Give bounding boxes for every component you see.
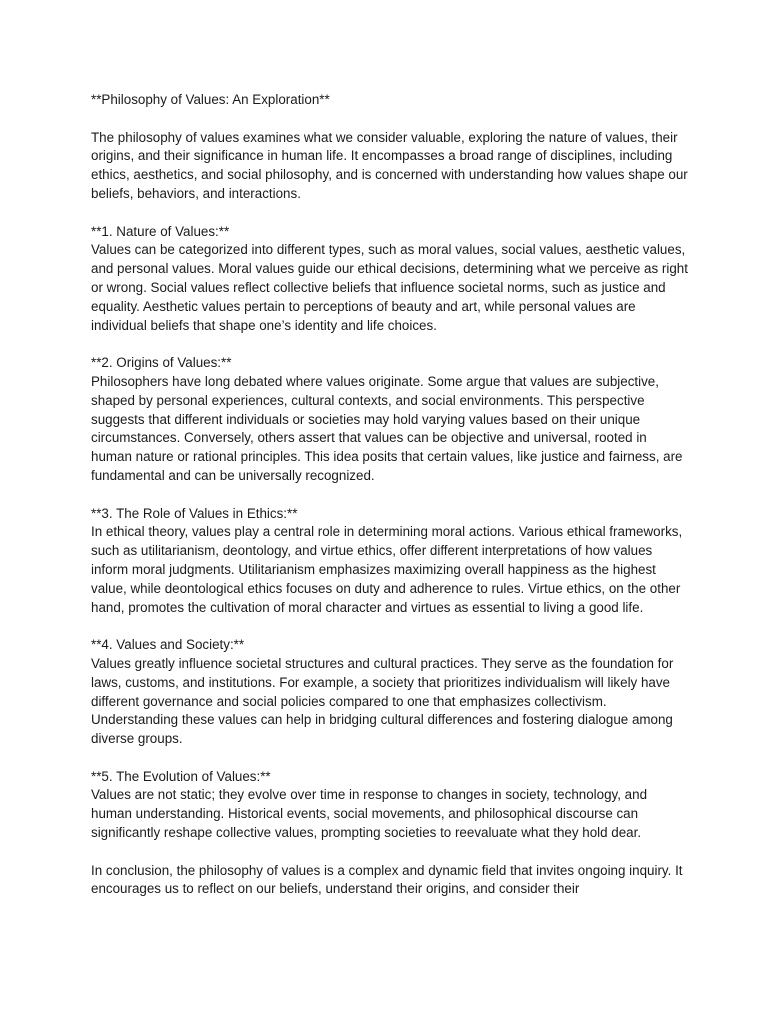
document-title: **Philosophy of Values: An Exploration**	[91, 92, 330, 107]
section-heading: **3. The Role of Values in Ethics:**	[91, 505, 298, 521]
section-heading: **2. Origins of Values:**	[91, 355, 232, 371]
section-origins-of-values	[91, 354, 691, 486]
section-heading: **4. Values and Society:**	[91, 637, 245, 653]
section-role-of-values-in-ethics	[91, 505, 691, 618]
section-body: Values greatly influence societal structures and cultural practices. They serve as the foundation for laws, customs, and institutions. For example, a society that prioritizes individualism will likely have different governance and social policies compared to one that emphasizes collectivism. Understanding these values can help in bridging cultural differences and fostering dialogue among diverse groups.	[91, 655, 674, 747]
section-nature-of-values	[91, 223, 691, 336]
document-content	[91, 91, 691, 918]
section-values-and-society	[91, 636, 691, 749]
section-evolution-of-values	[91, 768, 691, 843]
section-body: Philosophers have long debated where values originate. Some argue that values are subjective, shaped by personal experiences, cultural contexts, and social environments. This perspective suggests that different individuals or societies may hold varying values based on their unique circumstances. Conversely, others assert that values can be objective and universal, rooted in human nature or rational principles. This idea posits that certain values, like justice and fairness, are fundamental and can be universally recognized.	[91, 373, 683, 483]
intro-paragraph: The philosophy of values examines what we consider valuable, exploring the nature of values, their origins, and their significance in human life. It encompasses a broad range of disciplines, including ethics, aesthetics, and social philosophy, and is concerned with understanding how values shape our beliefs, behaviors, and interactions.	[91, 129, 688, 201]
section-heading: **5. The Evolution of Values:**	[91, 768, 271, 784]
section-body: In ethical theory, values play a central role in determining moral actions. Various ethical frameworks, such as utilitarianism, deontology, and virtue ethics, offer different interpretations of how values inform moral judgments. Utilitarianism emphasizes maximizing overall happiness as the highest value, while deontological ethics focuses on duty and adherence to rules. Virtue ethics, on the other hand, promotes the cultivation of moral character and virtues as essential to living a good life.	[91, 524, 683, 615]
section-body: Values are not static; they evolve over time in response to changes in society, technology, and human understanding. Historical events, social movements, and philosophical discourse can significantly reshape collective values, prompting societies to reevaluate what they hold dear.	[91, 787, 648, 841]
conclusion-paragraph: In conclusion, the philosophy of values is a complex and dynamic field that invites ongoing inquiry. It encourages us to reflect on our beliefs, understand their origins, and consider their	[91, 862, 683, 897]
section-heading: **1. Nature of Values:**	[91, 223, 230, 239]
section-body: Values can be categorized into different types, such as moral values, social values, aesthetic values, and personal values. Moral values guide our ethical decisions, determining what we perceive as right or wrong. Social values reflect collective beliefs that influence societal norms, such as justice and equality. Aesthetic values pertain to perceptions of beauty and art, while personal values are individual beliefs that shape one’s identity and life choices.	[91, 242, 688, 333]
